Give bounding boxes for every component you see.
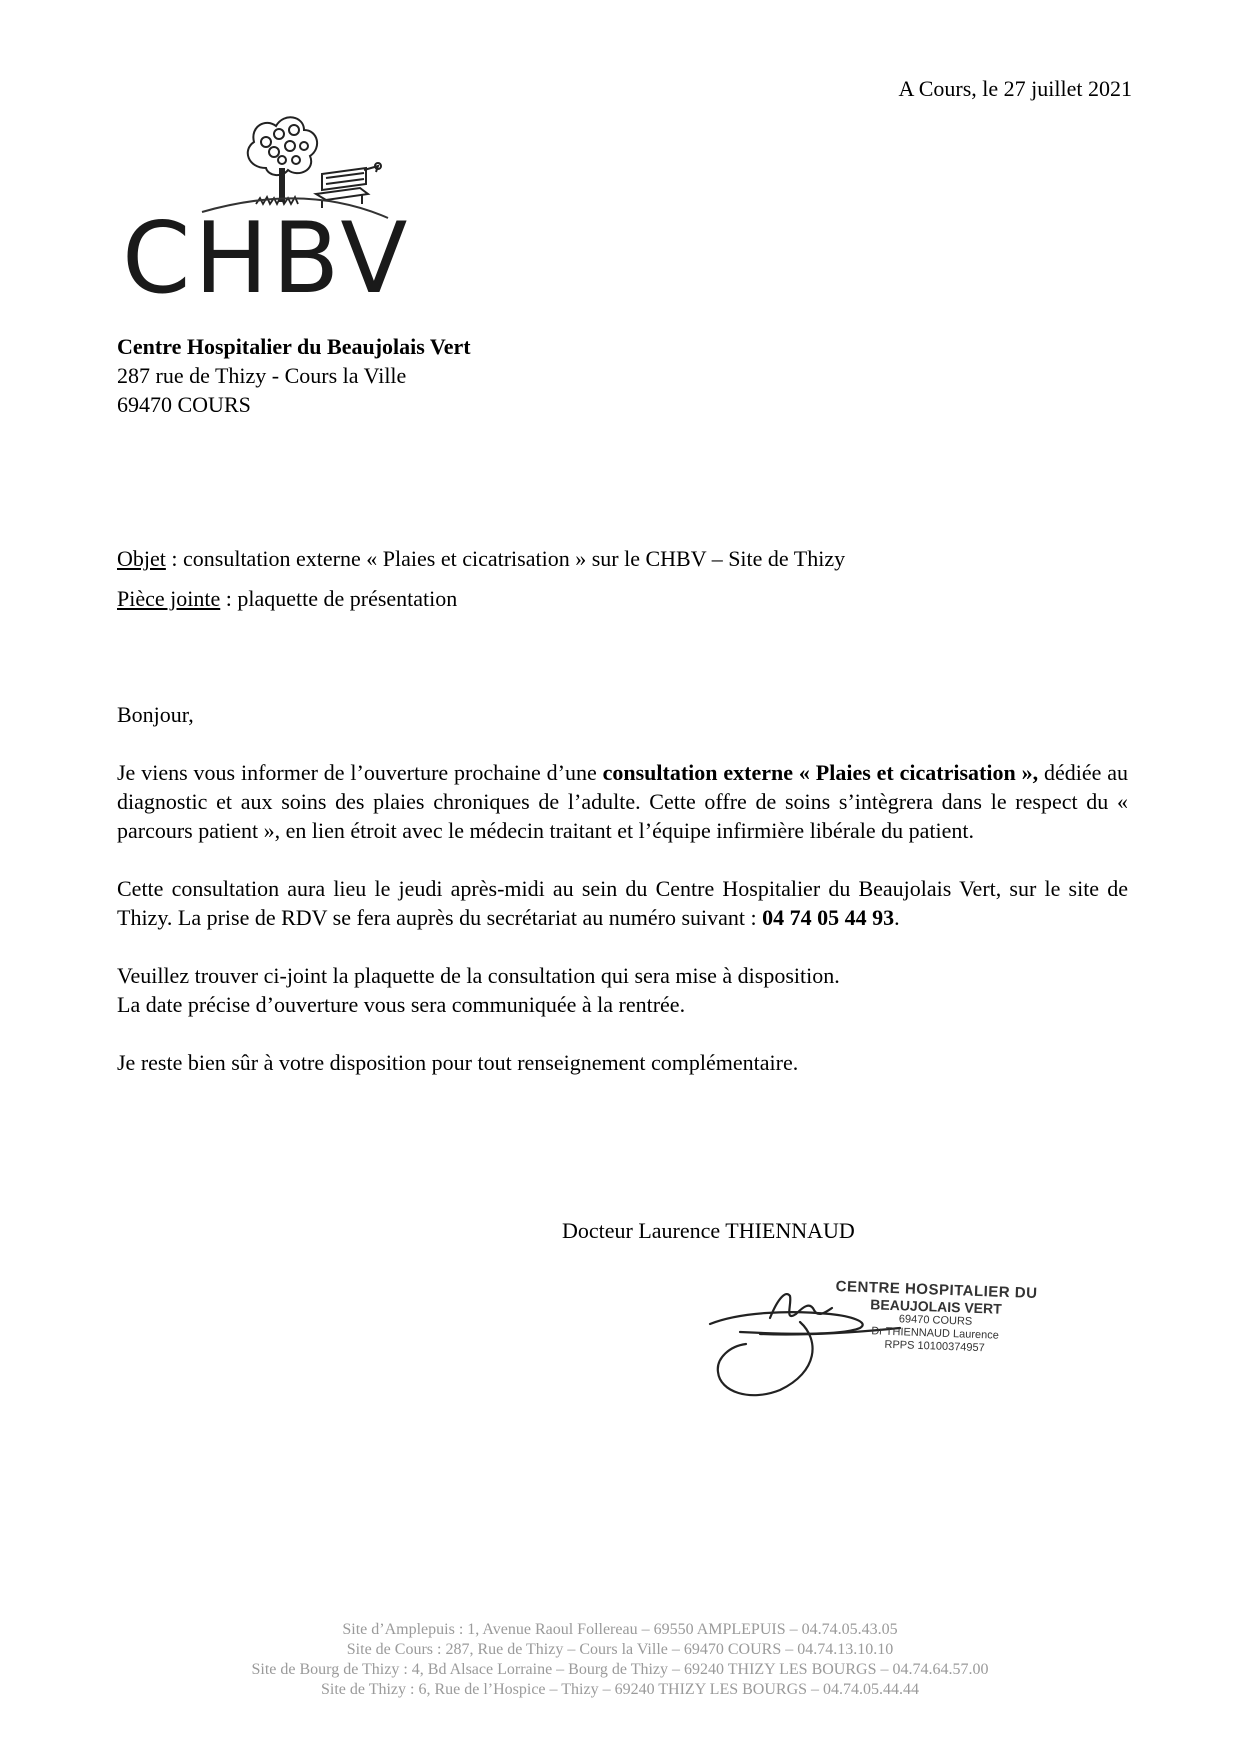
phone-number: 04 74 05 44 93 [762,905,895,930]
sender-block [117,332,471,419]
attachment-label: Pièce jointe [117,586,221,611]
letter-body [117,700,1128,1106]
sender-address: 287 rue de Thizy - Cours la Ville [117,363,407,388]
footer-line: Site de Bourg de Thizy : 4, Bd Alsace Lorraine – Bourg de Thizy – 69240 THIZY LES BOURGS – 04.74.64.57.00 [251,1661,989,1678]
paragraph-text: Veuillez trouver ci-joint la plaquette de la consultation qui sera mise à disposition. [117,963,840,988]
signer-name: Docteur Laurence THIENNAUD [562,1218,855,1243]
paragraph-schedule [117,874,1128,932]
letter-date: A Cours, le 27 juillet 2021 [898,76,1132,101]
chbv-logo [116,108,436,318]
sender-city: 69470 COURS [117,392,251,417]
paragraph-closing: Je reste bien sûr à votre disposition pour tout renseignement complémentaire. [117,1050,799,1075]
paragraph-text: La date précise d’ouverture vous sera communiquée à la rentrée. [117,992,686,1017]
letter-meta [117,546,845,626]
sender-name: Centre Hospitalier du Beaujolais Vert [117,334,471,359]
paragraph-text: . [894,905,900,930]
footer-line: Site d’Amplepuis : 1, Avenue Raoul Follereau – 69550 AMPLEPUIS – 04.74.05.43.05 [342,1621,898,1638]
stamp-line: RPPS 10100374957 [884,1338,985,1355]
attachment-text: : plaquette de présentation [220,586,458,611]
greeting: Bonjour, [117,702,194,727]
stamp-line: Dr THIENNAUD Laurence [871,1325,1000,1342]
official-stamp [833,1278,1037,1357]
paragraph-emphasis: consultation externe « Plaies et cicatrisation », [602,760,1039,785]
logo-wordmark: CHBV [122,202,412,316]
subject-label: Objet [117,546,166,571]
subject-line [117,546,845,572]
paragraph-text: dédiée au diagnostic et aux soins des plaies chroniques de l’adulte. Cette offre de soins s’intègrera dans le respect du « parcours patient », en lien étroit avec le médecin traitant et l’équipe infirmière libérale du patient. [117,760,1128,843]
footer-line: Site de Cours : 287, Rue de Thizy – Cours la Ville – 69470 COURS – 04.74.13.10.10 [346,1641,894,1658]
subject-text: : consultation externe « Plaies et cicatrisation » sur le CHBV – Site de Thizy [165,546,846,571]
paragraph-text: Cette consultation aura lieu le jeudi après-midi au sein du Centre Hospitalier du Beaujolais Vert, sur le site de Thizy. La prise de RDV se fera auprès du secrétariat au numéro suivant : [117,876,1128,930]
stamp-line: BEAUJOLAIS VERT [870,1296,1002,1317]
footer-line: Site de Thizy : 6, Rue de l’Hospice – Thizy – 69240 THIZY LES BOURGS – 04.74.05.44.44 [320,1681,920,1698]
footer-addresses [0,1620,1240,1700]
stamp-line: 69470 COURS [898,1313,973,1328]
paragraph-attachment [117,961,1128,1019]
paragraph-announcement [117,758,1128,845]
stamp-line: CENTRE HOSPITALIER DU [835,1278,1038,1303]
paragraph-text: Je viens vous informer de l’ouverture prochaine d’une [117,760,603,785]
attachment-line [117,586,845,612]
